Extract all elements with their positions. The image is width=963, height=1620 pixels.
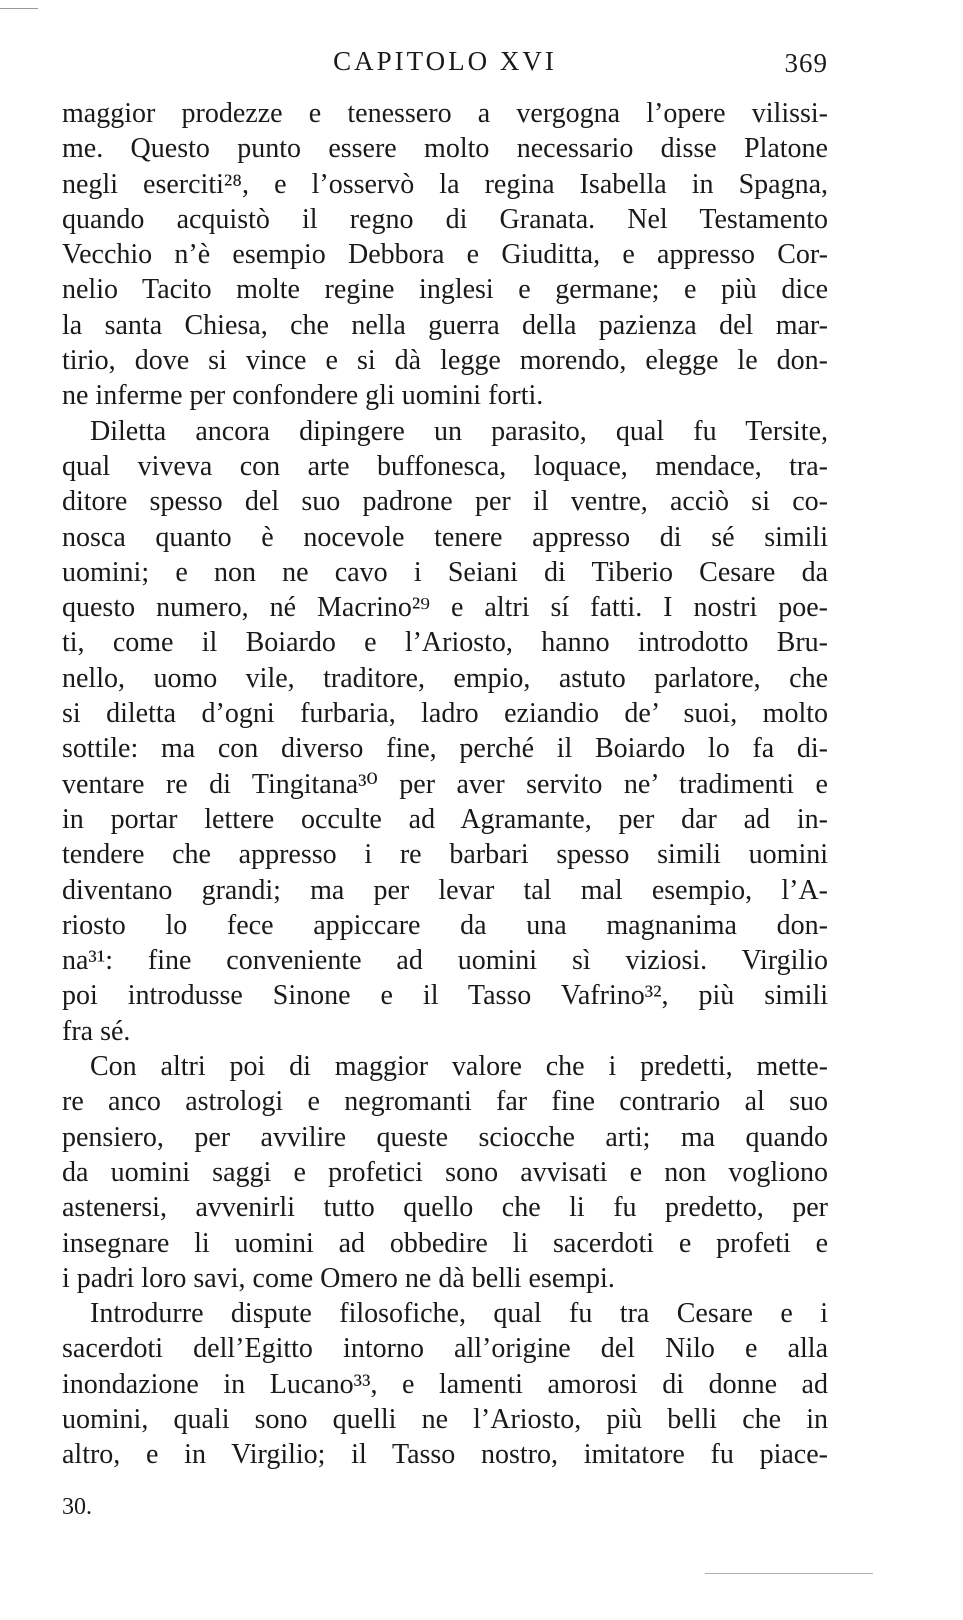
text-line: sottile: ma con diverso fine, perché il Boiardo lo fa di- [62,733,828,765]
text-line: tendere che appresso i re barbari spesso simili uomini [62,839,828,871]
text-line: tirio, dove si vince e si dà legge morendo, elegge le don- [62,345,828,377]
signature-mark: 30. [62,1494,92,1520]
text-line: questo numero, né Macrino²⁹ e altri sí fatti. I nostri poe- [62,592,828,624]
text-line: inondazione in Lucano³³, e lamenti amorosi di donne ad [62,1368,828,1400]
running-head [62,46,828,86]
text-line: insegnare li uomini ad obbedire li sacerdoti e profeti e [62,1227,828,1259]
text-line: nosca quanto è nocevole tenere appresso di sé simili [62,521,828,553]
text-line: uomini, quali sono quelli ne l’Ariosto, più belli che in [62,1403,828,1435]
text-line: nello, uomo vile, traditore, empio, astuto parlatore, che [62,662,828,694]
body-text [62,96,828,1473]
text-line: in portar lettere occulte ad Agramante, per dar ad in- [62,803,828,835]
top-edge-rule [0,8,38,9]
text-line: poi introdusse Sinone e il Tasso Vafrino³², più simili [62,980,828,1012]
text-line: Diletta ancora dipingere un parasito, qual fu Tersite, [90,415,828,447]
text-line: fra sé. [62,1015,131,1047]
text-line: sacerdoti dell’Egitto intorno all’origine del Nilo e alla [62,1333,828,1365]
text-line: astenersi, avvenirli tutto quello che li fu predetto, per [62,1192,828,1224]
chapter-title: CAPITOLO XVI [333,46,557,76]
text-line: Vecchio n’è esempio Debbora e Giuditta, e appresso Cor- [62,239,828,271]
text-line: ti, come il Boiardo e l’Ariosto, hanno introdotto Bru- [62,627,828,659]
text-line: si diletta d’ogni furbaria, ladro eziandio de’ suoi, molto [62,698,828,730]
text-line: da uomini saggi e profetici sono avvisati e non vogliono [62,1156,828,1188]
text-line: qual viveva con arte buffonesca, loquace, mendace, tra- [62,450,828,482]
bottom-edge-rule [705,1573,873,1574]
text-line: Con altri poi di maggior valore che i predetti, mette- [90,1051,828,1083]
text-line: ventare re di Tingitana³⁰ per aver servito ne’ tradimenti e [62,768,828,800]
text-line: quando acquistò il regno di Granata. Nel Testamento [62,203,828,235]
text-line: la santa Chiesa, che nella guerra della pazienza del mar- [62,309,828,341]
text-line: nelio Tacito molte regine inglesi e germane; e più dice [62,274,828,306]
text-line: diventano grandi; ma per levar tal mal esempio, l’A- [62,874,828,906]
text-line: me. Questo punto essere molto necessario disse Platone [62,133,828,165]
text-line: pensiero, per avvilire queste sciocche arti; ma quando [62,1121,828,1153]
text-line: maggior prodezze e tenessero a vergogna l’opere vilissi- [62,98,828,129]
text-line: riosto lo fece appiccare da una magnanima don- [62,909,828,941]
text-line: negli eserciti²⁸, e l’osservò la regina Isabella in Spagna, [62,168,828,200]
text-line: ditore spesso del suo padrone per il ventre, acciò si co- [62,486,828,518]
text-line: i padri loro savi, come Omero ne dà belli esempi. [62,1262,615,1294]
text-line: uomini; e non ne cavo i Seiani di Tiberio Cesare da [62,556,828,588]
text-line: ne inferme per confondere gli uomini forti. [62,380,544,412]
text-line: altro, e in Virgilio; il Tasso nostro, imitatore fu piace- [62,1439,828,1471]
text-line: re anco astrologi e negromanti far fine contrario al suo [62,1086,828,1118]
text-line: na³¹: fine conveniente ad uomini sì viziosi. Virgilio [62,945,828,977]
page-number: 369 [784,48,828,78]
text-line: Introdurre dispute filosofiche, qual fu tra Cesare e i [90,1298,828,1330]
